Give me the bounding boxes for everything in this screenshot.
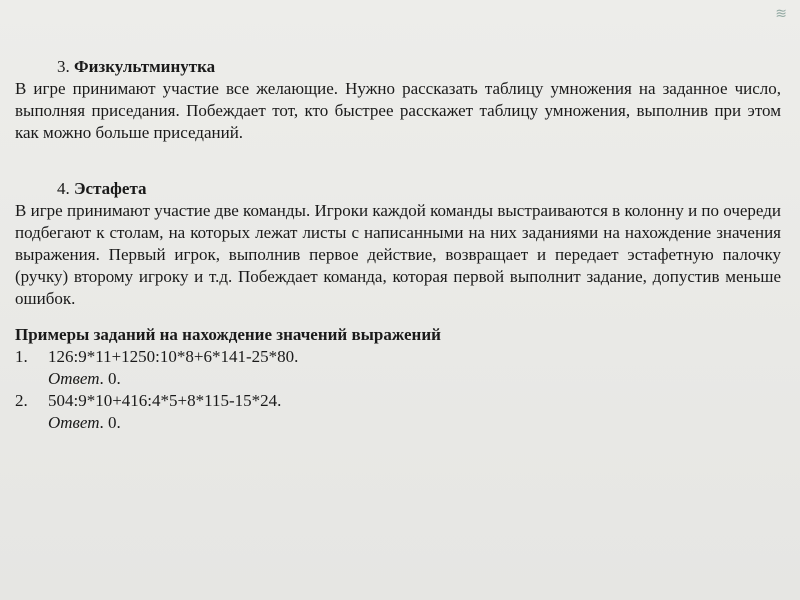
example-2-answer-label: Ответ (48, 413, 100, 432)
example-2-answer-value: . 0. (99, 413, 121, 432)
section-3-body: В игре принимают участие все желающие. Нужно рассказать таблицу умножения на заданное число, выполняя приседания. Побеждает тот, кто быстрее расскажет таблицу умножения, выполнив при этом как можно больше приседаний. (15, 79, 781, 142)
spacer (15, 144, 781, 178)
example-2-expression: 504:9*10+416:4*5+8*115-15*24. (48, 391, 282, 410)
section-4-heading (15, 178, 781, 200)
examples-title: Примеры заданий на нахождение значений выражений (15, 325, 441, 344)
example-1-answer-label: Ответ (48, 369, 100, 388)
section-4-body: В игре принимают участие две команды. Игроки каждой команды выстраиваются в колонну и по очереди подбегают к столам, на которых лежат листы с написанными на них заданиями на нахождение значения выражения. Первый игрок, выполнив первое действие, возвращает и передает эстафетную палочку (ручку) второму игроку и т.д. Побеждает команда, которая первой выполнит задание, допустив меньше ошибок. (15, 201, 781, 308)
example-2-answer (15, 412, 781, 434)
section-3-heading (15, 56, 781, 78)
section-3-number: 3. (57, 57, 70, 76)
example-1-answer-value: . 0. (99, 369, 121, 388)
section-3-title: Физкультминутка (74, 57, 216, 76)
document-content (15, 56, 781, 434)
example-item-2 (15, 390, 781, 412)
example-1-answer (15, 368, 781, 390)
section-4-title: Эстафета (74, 179, 147, 198)
section-4-number: 4. (57, 179, 70, 198)
spacer (15, 310, 781, 324)
corner-decoration-icon: ≋ (775, 6, 786, 22)
example-1-number: 1. (15, 347, 28, 366)
example-2-number: 2. (15, 391, 28, 410)
example-1-expression: 126:9*11+1250:10*8+6*141-25*80. (48, 347, 299, 366)
example-item-1 (15, 346, 781, 368)
